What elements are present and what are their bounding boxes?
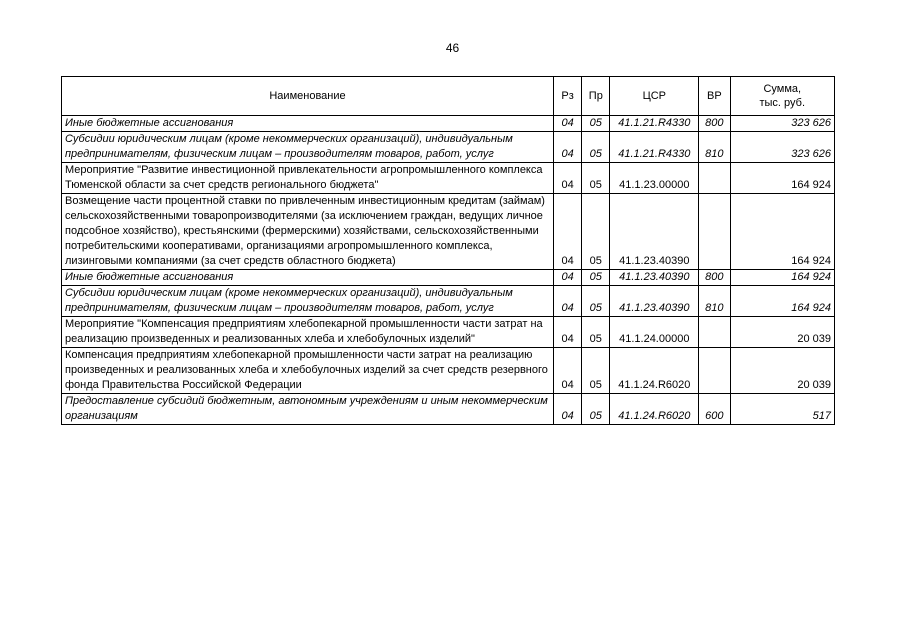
cell-pr: 05 bbox=[582, 394, 610, 425]
cell-csr: 41.1.24.R6020 bbox=[610, 348, 699, 394]
cell-rz: 04 bbox=[554, 163, 582, 194]
cell-csr: 41.1.21.R4330 bbox=[610, 116, 699, 132]
cell-name: Субсидии юридическим лицам (кроме некоммерческих организаций), индивидуальным предпринимателям, физическим лицам – производителям товаров, работ, услуг bbox=[62, 286, 554, 317]
cell-vr bbox=[699, 194, 730, 270]
cell-csr: 41.1.23.00000 bbox=[610, 163, 699, 194]
table-header-row bbox=[62, 77, 835, 116]
cell-csr: 41.1.23.40390 bbox=[610, 270, 699, 286]
cell-name: Субсидии юридическим лицам (кроме некоммерческих организаций), индивидуальным предпринимателям, физическим лицам – производителям товаров, работ, услуг bbox=[62, 132, 554, 163]
cell-sum: 20 039 bbox=[730, 348, 834, 394]
header-sum bbox=[730, 77, 834, 116]
cell-vr bbox=[699, 348, 730, 394]
header-sum-line2: тыс. руб. bbox=[759, 97, 806, 109]
cell-sum: 517 bbox=[730, 394, 834, 425]
table-row bbox=[62, 317, 835, 348]
table-row bbox=[62, 163, 835, 194]
cell-rz: 04 bbox=[554, 132, 582, 163]
table-row bbox=[62, 116, 835, 132]
budget-table bbox=[61, 76, 835, 425]
cell-vr: 810 bbox=[699, 286, 730, 317]
cell-vr: 800 bbox=[699, 116, 730, 132]
cell-pr: 05 bbox=[582, 348, 610, 394]
cell-sum: 164 924 bbox=[730, 270, 834, 286]
cell-rz: 04 bbox=[554, 194, 582, 270]
cell-rz: 04 bbox=[554, 286, 582, 317]
cell-rz: 04 bbox=[554, 270, 582, 286]
cell-sum: 164 924 bbox=[730, 194, 834, 270]
cell-name: Предоставление субсидий бюджетным, автономным учреждениям и иным некоммерческим организациям bbox=[62, 394, 554, 425]
header-name: Наименование bbox=[62, 77, 554, 116]
cell-rz: 04 bbox=[554, 317, 582, 348]
header-pr: Пр bbox=[582, 77, 610, 116]
cell-vr: 800 bbox=[699, 270, 730, 286]
cell-pr: 05 bbox=[582, 317, 610, 348]
cell-csr: 41.1.23.40390 bbox=[610, 194, 699, 270]
cell-pr: 05 bbox=[582, 270, 610, 286]
header-sum-line1: Сумма, bbox=[763, 83, 802, 95]
cell-sum: 164 924 bbox=[730, 286, 834, 317]
cell-pr: 05 bbox=[582, 286, 610, 317]
cell-rz: 04 bbox=[554, 116, 582, 132]
cell-name: Иные бюджетные ассигнования bbox=[62, 270, 554, 286]
table-row bbox=[62, 132, 835, 163]
cell-name: Компенсация предприятиям хлебопекарной промышленности части затрат на реализацию произведенных и реализованных хлеба и хлебобулочных изделий за счет средств резервного фонда Правительства Российской Федерации bbox=[62, 348, 554, 394]
cell-pr: 05 bbox=[582, 116, 610, 132]
cell-sum: 323 626 bbox=[730, 132, 834, 163]
cell-csr: 41.1.24.00000 bbox=[610, 317, 699, 348]
cell-rz: 04 bbox=[554, 348, 582, 394]
cell-vr: 600 bbox=[699, 394, 730, 425]
cell-name: Возмещение части процентной ставки по привлеченным инвестиционным кредитам (займам) сельскохозяйственными товаропроизводителями (за исключением граждан, ведущих личное подсобное хозяйство), крестьянскими (фермерскими) хозяйствами, сельскохозяйственными потребительскими кооперативами, организациями агропромышленного комплекса, лизинговыми компаниями (за счет средств областного бюджета) bbox=[62, 194, 554, 270]
table-row bbox=[62, 194, 835, 270]
table-row bbox=[62, 286, 835, 317]
cell-vr bbox=[699, 163, 730, 194]
cell-csr: 41.1.23.40390 bbox=[610, 286, 699, 317]
cell-name: Мероприятие "Развитие инвестиционной привлекательности агропромышленного комплекса Тюменской области за счет средств регионального бюджета" bbox=[62, 163, 554, 194]
cell-pr: 05 bbox=[582, 132, 610, 163]
cell-sum: 20 039 bbox=[730, 317, 834, 348]
cell-sum: 164 924 bbox=[730, 163, 834, 194]
cell-sum: 323 626 bbox=[730, 116, 834, 132]
table-row bbox=[62, 394, 835, 425]
table-row bbox=[62, 270, 835, 286]
header-vr: ВР bbox=[699, 77, 730, 116]
table-row bbox=[62, 348, 835, 394]
table-body bbox=[62, 116, 835, 425]
cell-name: Иные бюджетные ассигнования bbox=[62, 116, 554, 132]
cell-csr: 41.1.21.R4330 bbox=[610, 132, 699, 163]
cell-pr: 05 bbox=[582, 163, 610, 194]
cell-rz: 04 bbox=[554, 394, 582, 425]
cell-pr: 05 bbox=[582, 194, 610, 270]
cell-csr: 41.1.24.R6020 bbox=[610, 394, 699, 425]
cell-vr bbox=[699, 317, 730, 348]
page-number: 46 bbox=[445, 41, 460, 55]
cell-vr: 810 bbox=[699, 132, 730, 163]
header-rz: Рз bbox=[554, 77, 582, 116]
cell-name: Мероприятие "Компенсация предприятиям хлебопекарной промышленности части затрат на реализацию произведенных и реализованных хлеба и хлебобулочных изделий" bbox=[62, 317, 554, 348]
header-csr: ЦСР bbox=[610, 77, 699, 116]
